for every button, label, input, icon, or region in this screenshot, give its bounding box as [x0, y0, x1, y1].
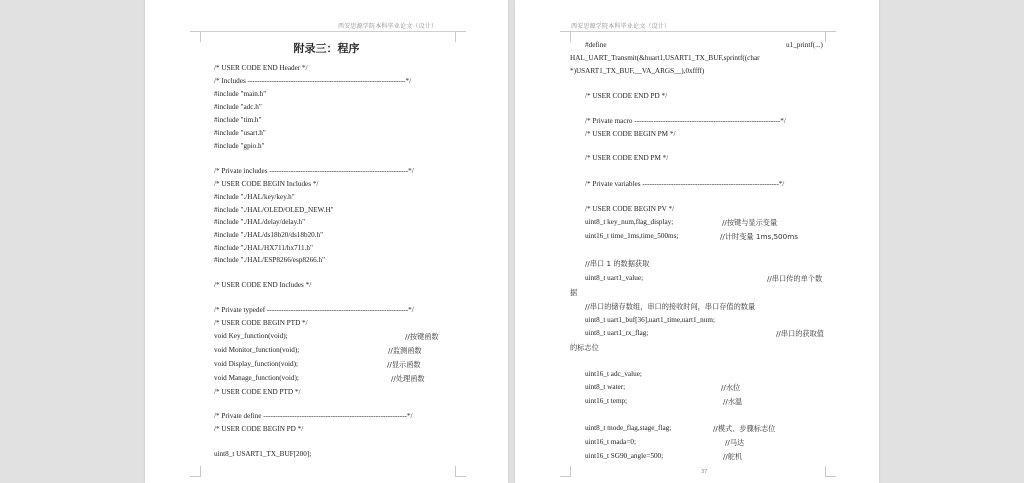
- code-comment: //串口传的单个数: [767, 274, 823, 283]
- code-line: *)USART1_TX_BUF,__VA_ARGS__),0xffff): [570, 67, 705, 75]
- code-line: uint8_t key_num,flag_display;: [585, 218, 674, 226]
- code-line: #include "./HAL/OLED/OLED_NEW.H": [214, 206, 334, 214]
- code-line: /* Private variables ---------------------------------------------------------*/: [585, 180, 785, 188]
- document-page-left: [145, 0, 508, 483]
- code-line: /* Private includes ----------------------------------------------------------*/: [214, 167, 414, 175]
- margin-corner-bottom-right: [825, 466, 836, 477]
- code-line: #include "./HAL/ESP8266/esp8266.h": [214, 256, 326, 264]
- code-line: #include "tim.h": [214, 116, 262, 124]
- code-line: uint8_t uart1_rx_flag;: [585, 329, 649, 337]
- header-rule: [200, 31, 455, 32]
- code-line: /* USER CODE END PTD */: [214, 388, 301, 396]
- code-line: /* USER CODE BEGIN PM */: [585, 130, 676, 138]
- code-line: uint16_t temp;: [585, 397, 628, 405]
- code-line: uint8_t water;: [585, 383, 626, 391]
- appendix-title: 附录三：程序: [293, 42, 360, 55]
- code-comment: //按键与显示变量: [722, 218, 778, 227]
- code-line: #include "adc.h": [214, 103, 262, 111]
- code-line: uint16_t adc_value;: [585, 370, 642, 378]
- code-line: #include "main.h": [214, 90, 267, 98]
- code-comment: //计时变量 1ms,500ms: [720, 232, 798, 241]
- code-line: void Monitor_function(void);: [214, 346, 300, 354]
- code-line: uint16_t mada=0;: [585, 438, 636, 446]
- code-line: #include "usart.h": [214, 129, 266, 137]
- margin-corner-top-right: [825, 31, 836, 42]
- code-comment: //模式、步骤标志位: [713, 424, 776, 433]
- code-comment: //舵机: [723, 452, 743, 461]
- code-line: /* USER CODE BEGIN Includes */: [214, 180, 319, 188]
- code-comment: //监测函数: [388, 346, 422, 355]
- margin-corner-bottom-left: [560, 466, 571, 477]
- code-line: uint16_t time_1ms,time_500ms;: [585, 232, 679, 240]
- code-line: uint8_t uart1_buf[36],uart1_time,uart1_num;: [585, 316, 715, 324]
- code-line: #include "./HAL/HX711/hx711.h": [214, 244, 313, 252]
- code-line: 据: [570, 288, 578, 297]
- page-number: 37: [701, 469, 708, 475]
- code-line: /* Private typedef -----------------------------------------------------------*/: [214, 306, 414, 314]
- code-line: uint8_t uart1_value;: [585, 274, 644, 282]
- running-header: 西安思源学院本科毕业论文（设计）: [571, 23, 671, 30]
- code-line: #define: [585, 41, 607, 49]
- code-line: //串口 1 的数据获取: [585, 259, 650, 268]
- code-line: /* USER CODE END Includes */: [214, 281, 312, 289]
- code-comment: //马达: [725, 438, 745, 447]
- code-line: #include "./HAL/key/key.h": [214, 193, 295, 201]
- code-line: uint8_t USART1_TX_BUF[200];: [214, 450, 312, 458]
- code-line: /* Private define ------------------------------------------------------------*/: [214, 412, 413, 420]
- code-line: //串口的储存数组，串口的接收时间，串口存值的数量: [585, 302, 756, 311]
- code-line: #include "gpio.h": [214, 142, 265, 150]
- code-comment: //水位: [721, 383, 741, 392]
- code-comment: //按键函数: [405, 332, 439, 341]
- code-line: void Display_function(void);: [214, 360, 299, 368]
- code-line: HAL_UART_Transmit(&huart1,USART1_TX_BUF,sprintf((char: [570, 54, 760, 62]
- code-line: /* Includes ------------------------------------------------------------------*/: [214, 77, 412, 85]
- code-line: /* USER CODE END PM */: [585, 154, 669, 162]
- code-line: /* USER CODE BEGIN PD */: [214, 425, 304, 433]
- running-header: 西安思源学院本科毕业论文（设计）: [338, 23, 438, 30]
- code-line: void Key_function(void);: [214, 332, 288, 340]
- code-line: /* Private macro -------------------------------------------------------------*/: [585, 117, 786, 125]
- code-line: uint16_t SG90_angle=500;: [585, 452, 664, 460]
- code-comment: //处理函数: [391, 374, 425, 383]
- code-line: uint8_t mode_flag,stage_flag;: [585, 424, 672, 432]
- code-line: #include "./HAL/ds18b20/ds18b20.h": [214, 231, 324, 239]
- code-comment: u1_printf(...): [786, 41, 823, 49]
- code-line: /* USER CODE END PD */: [585, 92, 668, 100]
- code-line: void Manage_function(void);: [214, 374, 299, 382]
- code-line: 的标志位: [570, 343, 599, 352]
- code-line: /* USER CODE END Header */: [214, 64, 308, 72]
- code-line: /* USER CODE BEGIN PV */: [585, 205, 675, 213]
- header-rule: [570, 31, 825, 32]
- margin-corner-bottom-left: [190, 466, 201, 477]
- margin-corner-top-left: [560, 31, 571, 42]
- code-comment: //串口的获取值: [776, 329, 824, 338]
- code-line: /* USER CODE BEGIN PTD */: [214, 319, 308, 327]
- code-line: #include "./HAL/delay/delay.h": [214, 218, 306, 226]
- code-comment: //显示函数: [387, 360, 421, 369]
- margin-corner-bottom-right: [455, 466, 466, 477]
- code-comment: //水温: [723, 397, 743, 406]
